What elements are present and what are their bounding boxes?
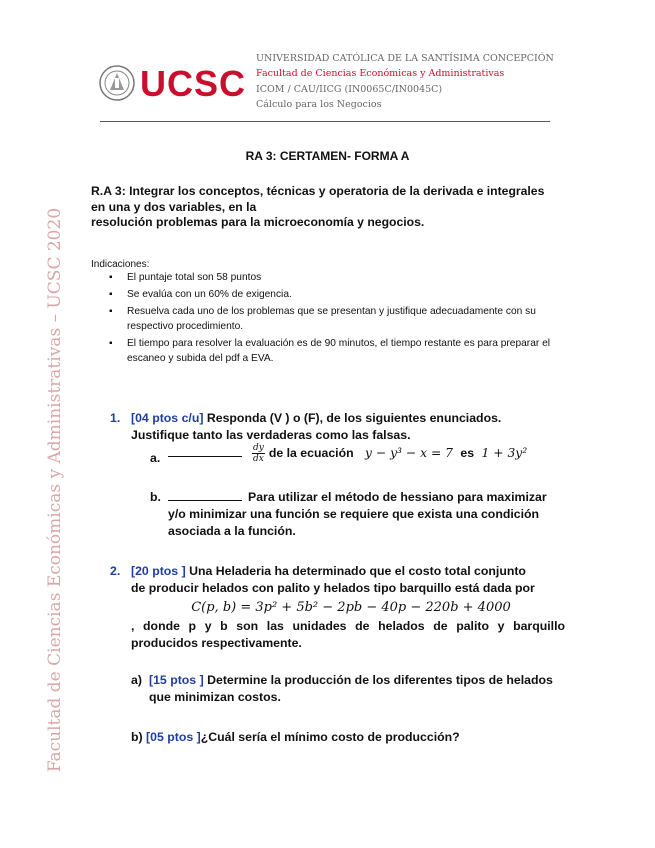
faculty-name: Facultad de Ciencias Económicas y Administrativas (256, 68, 505, 79)
list-item: ▪ El puntaje total son 58 puntos (107, 270, 567, 285)
question-2-points: [20 ptos ] (131, 564, 186, 578)
question-1b-label: b. (150, 490, 161, 504)
ucsc-logo: UCSC (140, 63, 247, 104)
question-2a-label: a) (131, 673, 142, 687)
question-2-number: 2. (110, 564, 121, 578)
list-item: ▪ El tiempo para resolver la evaluación es de 90 minutos, el tiempo restante es para preparar el escaneo y subida del pdf a EVA. (107, 336, 567, 366)
learning-outcome: R.A 3: Integrar los conceptos, técnicas y operatoria de la derivada e integrales en una y dos variables, en la resolución problemas para la microeconomía y negocios. (91, 184, 545, 229)
list-item: ▪ Resuelva cada uno de los problemas que se presentan y justifique adecuadamente con su respectivo procedimiento. (107, 304, 567, 334)
question-1a: $\frac{dy}{dx}$ de la ecuación y − y³ − x = 7 es 1 + 3y² (168, 443, 608, 464)
cost-formula: C(p, b) = 3p² + 5b² − 2pb − 40p − 220b + 4000 (191, 600, 511, 615)
answer-blank[interactable] (168, 445, 242, 457)
answer-blank[interactable] (168, 489, 242, 501)
question-2a-points: [15 ptos ] (149, 673, 204, 687)
question-2b: b) [05 ptos ]¿Cuál sería el mínimo costo de producción? (131, 730, 460, 744)
question-2-continuation: , donde p y b son las unidades de helados de palito y barquillo producidos respectivamente. (131, 619, 565, 650)
university-seal-icon (98, 64, 136, 102)
list-item: ▪ Se evalúa con un 60% de exigencia. (107, 287, 567, 302)
question-2a: [15 ptos ] Determine la producción de los diferentes tipos de helados que minimizan costos. (149, 673, 553, 704)
question-2b-points: [05 ptos ] (146, 730, 201, 744)
question-1b: Para utilizar el método de hessiano para maximizar y/o minimizar una función se requiere que exista una condición asociada a la función. (168, 490, 547, 538)
course-codes: ICOM / CAU/IICG (IN0065C/IN0045C) (256, 84, 443, 95)
question-1-number: 1. (110, 411, 121, 425)
question-2-statement: [20 ptos ] Una Heladeria ha determinado que el costo total conjunto de producir helados con palito y helados tipo barquillo está dada por (131, 564, 535, 595)
header-divider (100, 121, 550, 122)
vertical-watermark: Facultad de Ciencias Económicas y Administrativas – UCSC 2020 (45, 207, 65, 773)
question-1-statement: [04 ptos c/u] Responda (V ) o (F), de los siguientes enunciados. Justifique tanto las verdaderas como las falsas. (131, 411, 502, 442)
page-title: RA 3: CERTAMEN- FORMA A (245, 149, 410, 163)
question-1-points: [04 ptos c/u] (131, 411, 204, 425)
course-name: Cálculo para los Negocios (256, 99, 382, 110)
derivative-fraction: $\frac{dy}{dx}$ (253, 443, 264, 464)
question-1a-label: a. (150, 451, 161, 465)
instructions-label: Indicaciones: (91, 259, 150, 270)
instructions-list (107, 270, 567, 368)
university-name: UNIVERSIDAD CATÓLICA DE LA SANTÍSIMA CONCEPCIÓN (256, 53, 554, 64)
